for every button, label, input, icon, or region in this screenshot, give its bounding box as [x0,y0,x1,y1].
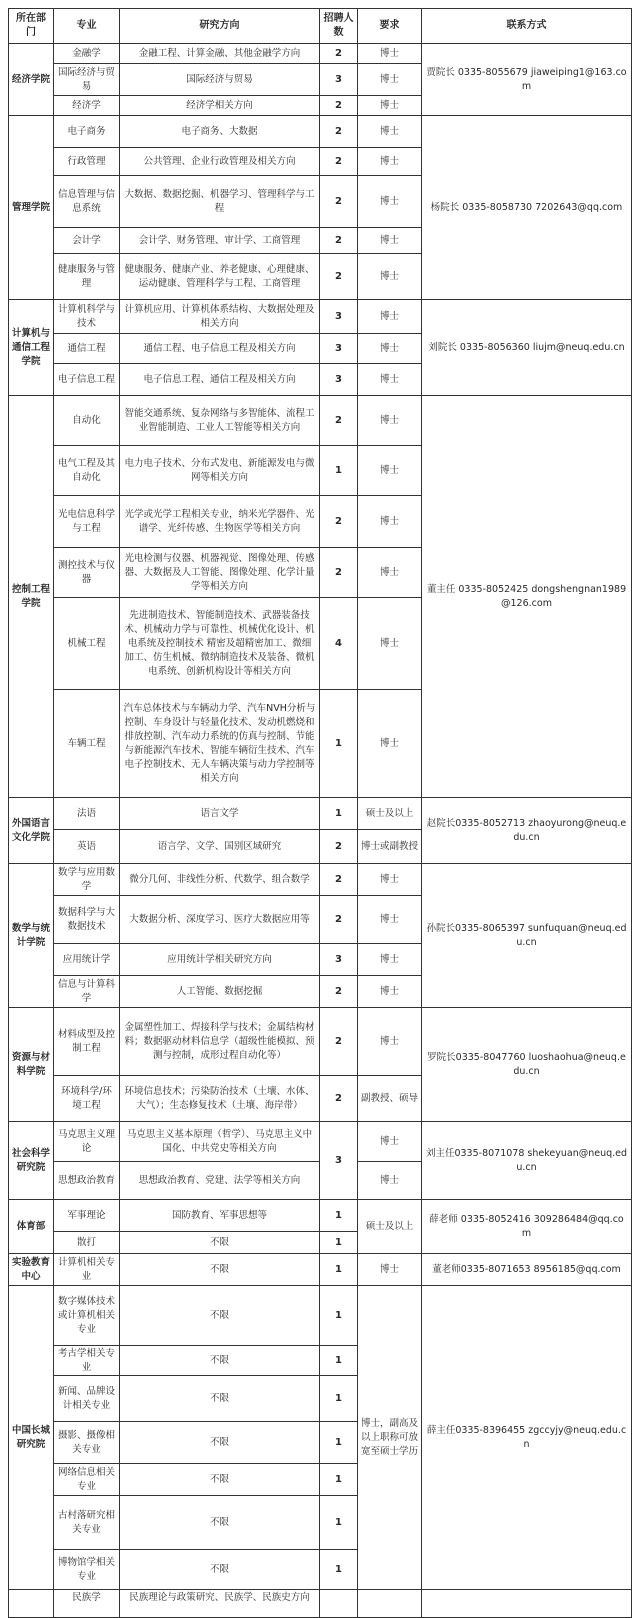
dept-cell: 控制工程学院 [8,396,54,798]
dept-cell: 中国长城研究院 [8,1286,54,1590]
count-cell: 3 [320,334,358,364]
requirement-cell: 博士 [358,64,422,96]
count-cell: 1 [320,1200,358,1232]
major-cell: 军事理论 [54,1200,120,1232]
major-cell: 计算机相关专业 [54,1254,120,1286]
count-cell: 3 [320,300,358,334]
table-cell [422,1590,632,1618]
contact-cell: 赵院长0335-8052713 zhaoyurong@neuq.edu.cn [422,798,632,864]
count-cell: 1 [320,446,358,496]
research-cell: 不限 [120,1286,320,1346]
major-cell: 信息管理与信息系统 [54,176,120,228]
major-cell: 材料成型及控制工程 [54,1008,120,1076]
research-cell: 计算机应用、计算机体系结构、大数据处理及相关方向 [120,300,320,334]
research-cell: 不限 [120,1550,320,1590]
dept-cell: 外国语言文化学院 [8,798,54,864]
major-cell: 机械工程 [54,598,120,690]
major-cell: 信息与计算科学 [54,976,120,1008]
research-cell: 人工智能、数据挖掘 [120,976,320,1008]
major-cell: 经济学 [54,96,120,116]
major-cell: 新闻、品牌设计相关专业 [54,1376,120,1422]
requirement-cell: 博士 [358,364,422,396]
dept-cell: 社会科学研究院 [8,1122,54,1200]
requirement-cell: 博士 [358,44,422,64]
table-cell [8,1590,54,1618]
major-cell: 通信工程 [54,334,120,364]
research-cell: 思想政治教育、党建、法学等相关方向 [120,1162,320,1200]
count-cell: 2 [320,1076,358,1122]
count-cell: 3 [320,364,358,396]
contact-cell: 薛主任0335-8396455 zgccyjy@neuq.edu.cn [422,1286,632,1590]
research-cell: 不限 [120,1254,320,1286]
major-cell: 思想政治教育 [54,1162,120,1200]
header-dept: 所在部门 [8,8,54,44]
requirement-cell: 博士 [358,116,422,148]
research-cell: 光电检测与仪器、机器视觉、图像处理、传感器、大数据及人工智能、图像处理、化学计量学等相关方向 [120,548,320,598]
requirement-cell: 博士 [358,944,422,976]
requirement-cell: 博士 [358,334,422,364]
research-cell: 经济学相关方向 [120,96,320,116]
count-cell: 1 [320,798,358,830]
count-cell: 1 [320,1254,358,1286]
major-cell: 网络信息相关专业 [54,1464,120,1496]
major-cell: 民族学 [54,1590,120,1618]
header-requirement: 要求 [358,8,422,44]
research-cell: 电力电子技术、分布式发电、新能源发电与微网等相关方向 [120,446,320,496]
major-cell: 电子信息工程 [54,364,120,396]
major-cell: 金融学 [54,44,120,64]
research-cell: 不限 [120,1496,320,1550]
research-cell: 语言文学 [120,798,320,830]
header-count: 招聘人数 [320,8,358,44]
requirement-cell: 博士 [358,864,422,896]
major-cell: 马克思主义理论 [54,1122,120,1162]
header-research: 研究方向 [120,8,320,44]
major-cell: 数学与应用数学 [54,864,120,896]
major-cell: 会计学 [54,228,120,254]
requirement-cell: 博士 [358,598,422,690]
count-cell: 1 [320,1232,358,1254]
count-cell: 1 [320,1286,358,1346]
count-cell: 2 [320,254,358,300]
major-cell: 电气工程及其自动化 [54,446,120,496]
major-cell: 测控技术与仪器 [54,548,120,598]
requirement-cell: 副教授、硕导 [358,1076,422,1122]
count-cell: 2 [320,830,358,864]
table-cell [358,1590,422,1618]
major-cell: 古村落研究相关专业 [54,1496,120,1550]
major-cell: 应用统计学 [54,944,120,976]
count-cell: 2 [320,228,358,254]
research-cell: 语言学、文学、国别区域研究 [120,830,320,864]
research-cell: 国际经济与贸易 [120,64,320,96]
requirement-cell: 博士 [358,148,422,176]
research-cell: 电子商务、大数据 [120,116,320,148]
dept-cell: 体育部 [8,1200,54,1254]
count-cell: 2 [320,896,358,944]
count-cell: 1 [320,690,358,798]
header-major: 专业 [54,8,120,44]
count-cell: 1 [320,1550,358,1590]
count-cell: 2 [320,396,358,446]
requirement-cell: 博士 [358,254,422,300]
count-cell: 3 [320,944,358,976]
research-cell: 不限 [120,1346,320,1376]
table-cell [320,1590,358,1618]
research-cell: 大数据分析、深度学习、医疗大数据应用等 [120,896,320,944]
count-cell: 2 [320,44,358,64]
requirement-cell: 博士 [358,896,422,944]
requirement-cell: 博士 [358,228,422,254]
count-cell: 2 [320,976,358,1008]
research-cell: 通信工程、电子信息工程及相关方向 [120,334,320,364]
research-cell: 不限 [120,1232,320,1254]
count-cell: 2 [320,548,358,598]
requirement-cell: 博士 [358,976,422,1008]
research-cell: 不限 [120,1464,320,1496]
major-cell: 车辆工程 [54,690,120,798]
count-cell: 3 [320,64,358,96]
count-cell: 1 [320,1376,358,1422]
requirement-cell: 博士 [358,548,422,598]
contact-cell: 杨院长 0335-8058730 7202643@qq.com [422,116,632,300]
major-cell: 摄影、摄像相关专业 [54,1422,120,1464]
research-cell: 国防教育、军事思想等 [120,1200,320,1232]
research-cell: 电子信息工程、通信工程及相关方向 [120,364,320,396]
research-cell: 不限 [120,1422,320,1464]
header-contact: 联系方式 [422,8,632,44]
requirement-cell: 博士 [358,496,422,548]
requirement-cell: 博士 [358,1254,422,1286]
dept-cell: 管理学院 [8,116,54,300]
major-cell: 行政管理 [54,148,120,176]
count-cell: 3 [320,1122,358,1200]
count-cell: 2 [320,496,358,548]
research-cell: 不限 [120,1376,320,1422]
major-cell: 博物馆学相关专业 [54,1550,120,1590]
dept-cell: 数学与统计学院 [8,864,54,1008]
research-cell: 会计学、财务管理、审计学、工商管理 [120,228,320,254]
research-cell: 汽车总体技术与车辆动力学、汽车NVH分析与控制、车身设计与轻量化技术、发动机燃烧和排放控制、汽车动力系统的仿真与控制、节能与新能源汽车技术、智能车辆衍生技术、汽车电子控制技术、无人车辆决策与动力学控制等相关方向 [120,690,320,798]
contact-cell: 刘院长 0335-8056360 liujm@neuq.edu.cn [422,300,632,396]
count-cell: 2 [320,176,358,228]
requirement-cell: 博士 [358,1162,422,1200]
requirement-cell: 博士 [358,176,422,228]
requirement-cell: 博士 [358,1122,422,1162]
requirement-cell: 博士 [358,690,422,798]
contact-cell: 刘主任0335-8071078 shekeyuan@neuq.edu.cn [422,1122,632,1200]
count-cell: 2 [320,116,358,148]
major-cell: 健康服务与管理 [54,254,120,300]
major-cell: 法语 [54,798,120,830]
research-cell: 公共管理、企业行政管理及相关方向 [120,148,320,176]
research-cell: 应用统计学相关研究方向 [120,944,320,976]
contact-cell: 孙院长0335-8065397 sunfuquan@neuq.edu.cn [422,864,632,1008]
major-cell: 电子商务 [54,116,120,148]
contact-cell: 董主任 0335-8052425 dongshengnan1989@126.com [422,396,632,798]
count-cell: 4 [320,598,358,690]
requirement-cell: 博士 [358,300,422,334]
requirement-cell: 博士或副教授 [358,830,422,864]
research-cell: 微分几何、非线性分析、代数学、组合数学 [120,864,320,896]
major-cell: 数据科学与大数据技术 [54,896,120,944]
major-cell: 自动化 [54,396,120,446]
requirement-cell: 硕士及以上 [358,1200,422,1254]
major-cell: 国际经济与贸易 [54,64,120,96]
major-cell: 散打 [54,1232,120,1254]
contact-cell: 贾院长 0335-8055679 jiaweiping1@163.com [422,44,632,116]
count-cell: 1 [320,1346,358,1376]
research-cell: 金融工程、计算金融、其他金融学方向 [120,44,320,64]
dept-cell: 计算机与通信工程学院 [8,300,54,396]
major-cell: 数字媒体技术或计算机相关专业 [54,1286,120,1346]
dept-cell: 经济学院 [8,44,54,116]
research-cell: 先进制造技术、智能制造技术、武器装备技术、机械动力学与可靠性、机械优化设计、机电系统及控制技术 精密及超精密加工、微细加工、仿生机械、微纳制造技术及装备、微机电系统、创新机构设计等相关方向 [120,598,320,690]
major-cell: 环境科学/环境工程 [54,1076,120,1122]
requirement-cell: 博士，副高及以上职称可放宽至硕士学历 [358,1286,422,1590]
research-cell: 环境信息技术；污染防治技术（土壤、水体、大气）；生态修复技术（土壤、海岸带） [120,1076,320,1122]
research-cell: 民族理论与政策研究、民族学、民族史方向 [120,1590,320,1618]
requirement-cell: 博士 [358,396,422,446]
count-cell: 2 [320,96,358,116]
major-cell: 光电信息科学与工程 [54,496,120,548]
research-cell: 马克思主义基本原理（哲学）、马克思主义中国化、中共党史等相关方向 [120,1122,320,1162]
requirement-cell: 博士 [358,1008,422,1076]
research-cell: 大数据、数据挖掘、机器学习、管理科学与工程 [120,176,320,228]
count-cell: 1 [320,1496,358,1550]
dept-cell: 资源与材料学院 [8,1008,54,1122]
major-cell: 英语 [54,830,120,864]
research-cell: 智能交通系统、复杂网络与多智能体、流程工业智能制造、工业人工智能等相关方向 [120,396,320,446]
dept-cell: 实验教育中心 [8,1254,54,1286]
requirement-cell: 博士 [358,446,422,496]
research-cell: 金属塑性加工、焊接科学与技术；金属结构材料；数据驱动材料信息学（超级性能模拟、预测与控制，成形过程自动化等） [120,1008,320,1076]
count-cell: 1 [320,1464,358,1496]
requirement-cell: 博士 [358,96,422,116]
contact-cell: 薛老师 0335-8052416 309286484@qq.com [422,1200,632,1254]
requirement-cell: 硕士及以上 [358,798,422,830]
count-cell: 1 [320,1422,358,1464]
contact-cell: 董老师0335-8071653 8956185@qq.com [422,1254,632,1286]
count-cell: 2 [320,148,358,176]
count-cell: 2 [320,864,358,896]
count-cell: 2 [320,1008,358,1076]
major-cell: 计算机科学与技术 [54,300,120,334]
major-cell: 考古学相关专业 [54,1346,120,1376]
contact-cell: 罗院长0335-8047760 luoshaohua@neuq.edu.cn [422,1008,632,1122]
research-cell: 健康服务、健康产业、养老健康、心理健康、运动健康、管理科学与工程、工商管理 [120,254,320,300]
research-cell: 光学或光学工程相关专业，纳米光学器件、光谱学、光纤传感、生物医学等相关方向 [120,496,320,548]
